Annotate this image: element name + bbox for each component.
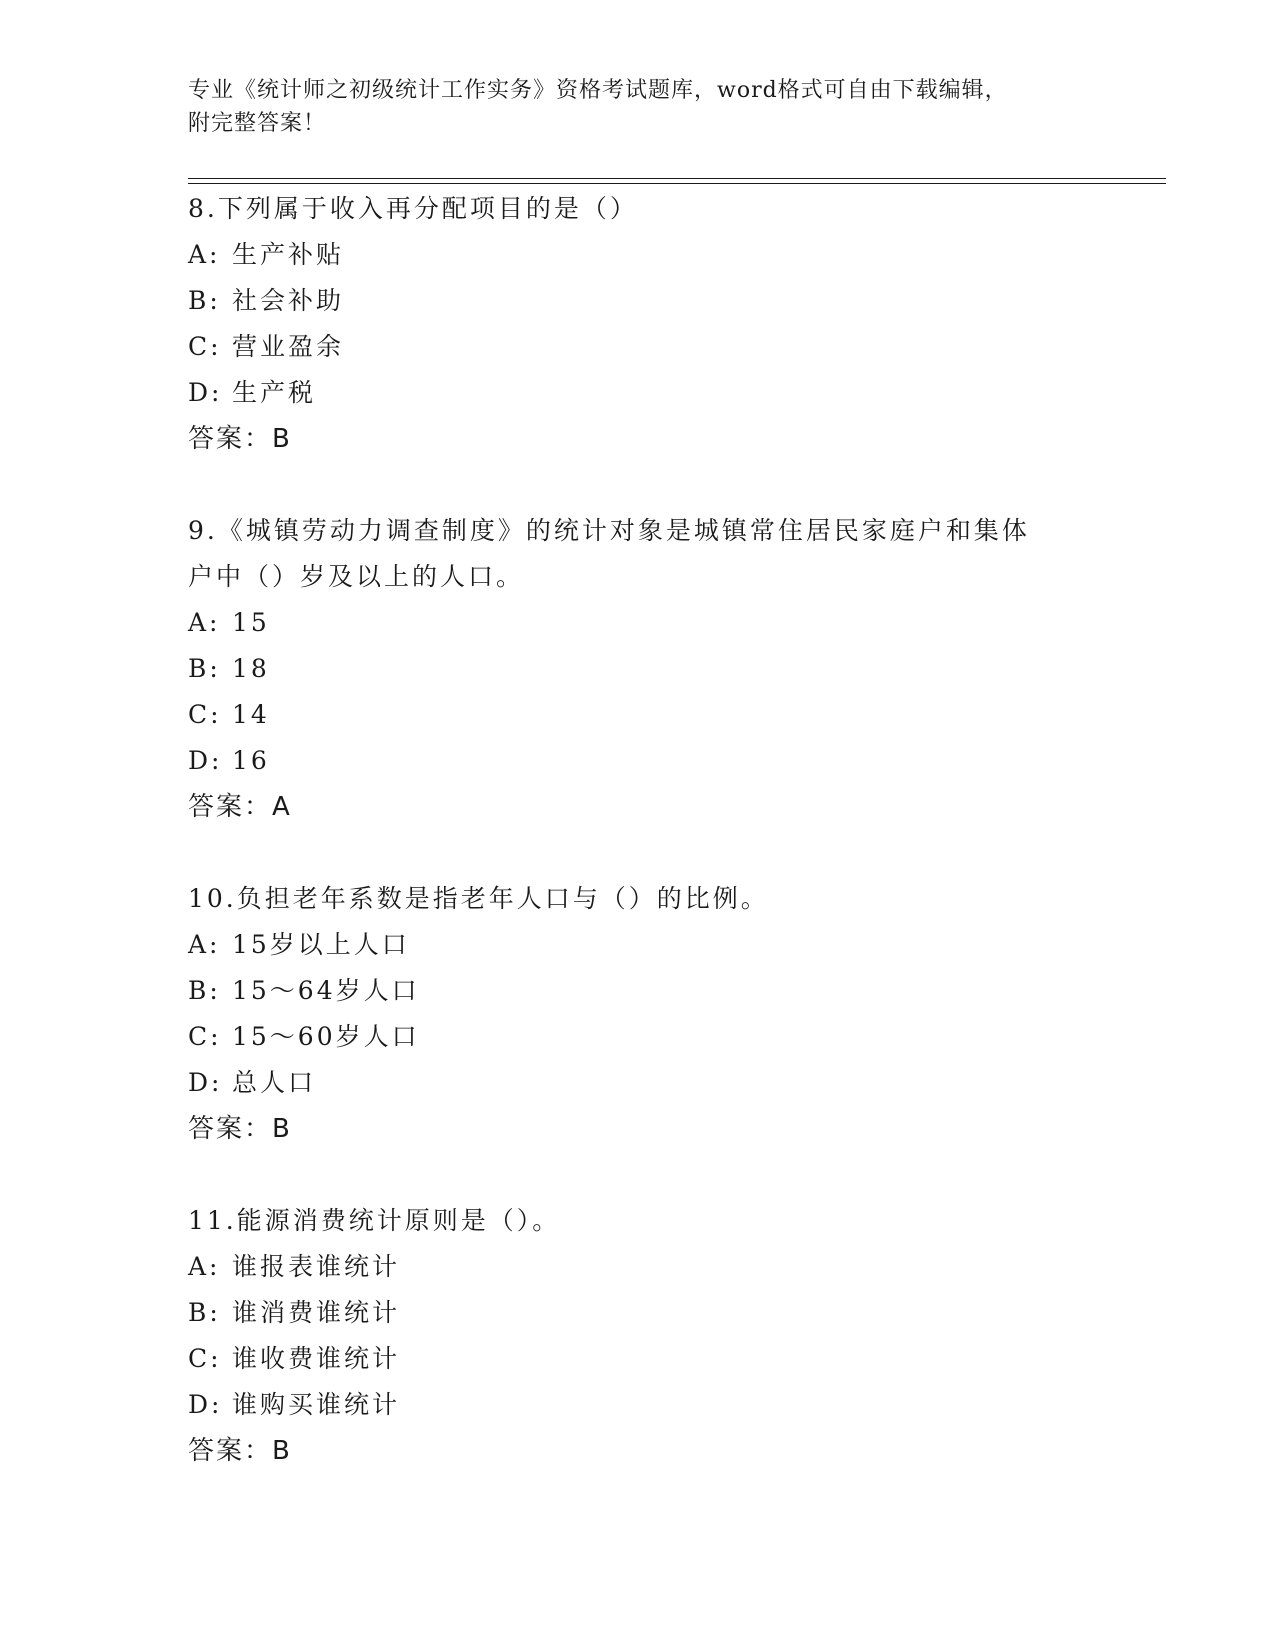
- question-block: [188, 508, 1088, 830]
- document-header: [188, 74, 1088, 140]
- option-text: 总人口: [232, 1068, 317, 1097]
- option-text: 谁报表谁统计: [232, 1252, 401, 1281]
- answer-option: [188, 232, 1088, 278]
- option-text: 生产补贴: [232, 240, 345, 269]
- answer-option: [188, 600, 1088, 646]
- option-letter: C:: [188, 700, 222, 729]
- question-spacer: [188, 830, 1088, 876]
- option-letter: B:: [188, 976, 221, 1005]
- option-text: 18: [232, 654, 270, 683]
- question-stem: 户中（）岁及以上的人口。: [188, 562, 525, 591]
- question-stem: 11.能源消费统计原则是（）。: [188, 1206, 561, 1235]
- header-line-1: 专业《统计师之初级统计工作实务》资格考试题库，word格式可自由下载编辑，: [188, 78, 1008, 103]
- question-spacer: [188, 1152, 1088, 1198]
- question-list: [188, 186, 1088, 1474]
- answer-option: [188, 968, 1088, 1014]
- question-stem: 10.负担老年系数是指老年人口与（）的比例。: [188, 884, 769, 913]
- option-letter: B:: [188, 654, 221, 683]
- option-letter: C:: [188, 1344, 222, 1373]
- question-spacer: [188, 462, 1088, 508]
- option-text: 15: [232, 608, 270, 637]
- answer-option: [188, 1382, 1088, 1428]
- answer-option: [188, 692, 1088, 738]
- option-text: 谁购买谁统计: [232, 1390, 401, 1419]
- answer-key: 答案：A: [188, 792, 292, 822]
- answer-option: [188, 738, 1088, 784]
- option-letter: D:: [188, 746, 223, 775]
- option-letter: A:: [188, 240, 221, 269]
- answer-option: [188, 370, 1088, 416]
- answer-option: [188, 646, 1088, 692]
- answer-key: 答案：B: [188, 1436, 292, 1466]
- option-letter: D:: [188, 1390, 223, 1419]
- option-text: 15～60岁人口: [232, 1022, 420, 1051]
- option-letter: D:: [188, 378, 223, 407]
- answer-key: 答案：B: [188, 1114, 292, 1144]
- answer-option: [188, 1290, 1088, 1336]
- answer-option: [188, 278, 1088, 324]
- question-stem: 8.下列属于收入再分配项目的是（）: [188, 194, 638, 223]
- option-text: 谁收费谁统计: [232, 1344, 401, 1373]
- answer-key: 答案：B: [188, 424, 292, 454]
- option-letter: C:: [188, 332, 222, 361]
- answer-option: [188, 1244, 1088, 1290]
- header-divider-bottom: [188, 183, 1166, 184]
- answer-option: [188, 1060, 1088, 1106]
- option-text: 社会补助: [232, 286, 345, 315]
- option-text: 生产税: [232, 378, 317, 407]
- option-letter: B:: [188, 1298, 221, 1327]
- question-block: [188, 876, 1088, 1152]
- header-divider-top: [188, 178, 1166, 179]
- header-line-2: 附完整答案！: [188, 111, 327, 136]
- option-text: 营业盈余: [232, 332, 345, 361]
- answer-option: [188, 922, 1088, 968]
- option-text: 谁消费谁统计: [232, 1298, 401, 1327]
- answer-option: [188, 1336, 1088, 1382]
- option-text: 16: [232, 746, 270, 775]
- question-block: [188, 186, 1088, 462]
- option-text: 14: [232, 700, 270, 729]
- option-letter: A:: [188, 930, 221, 959]
- option-text: 15～64岁人口: [232, 976, 420, 1005]
- question-stem: 9.《城镇劳动力调查制度》的统计对象是城镇常住居民家庭户和集体: [188, 516, 1030, 545]
- option-letter: D:: [188, 1068, 223, 1097]
- answer-option: [188, 1014, 1088, 1060]
- option-letter: A:: [188, 608, 221, 637]
- option-letter: A:: [188, 1252, 221, 1281]
- answer-option: [188, 324, 1088, 370]
- option-letter: C:: [188, 1022, 222, 1051]
- question-block: [188, 1198, 1088, 1474]
- option-text: 15岁以上人口: [232, 930, 410, 959]
- option-letter: B:: [188, 286, 221, 315]
